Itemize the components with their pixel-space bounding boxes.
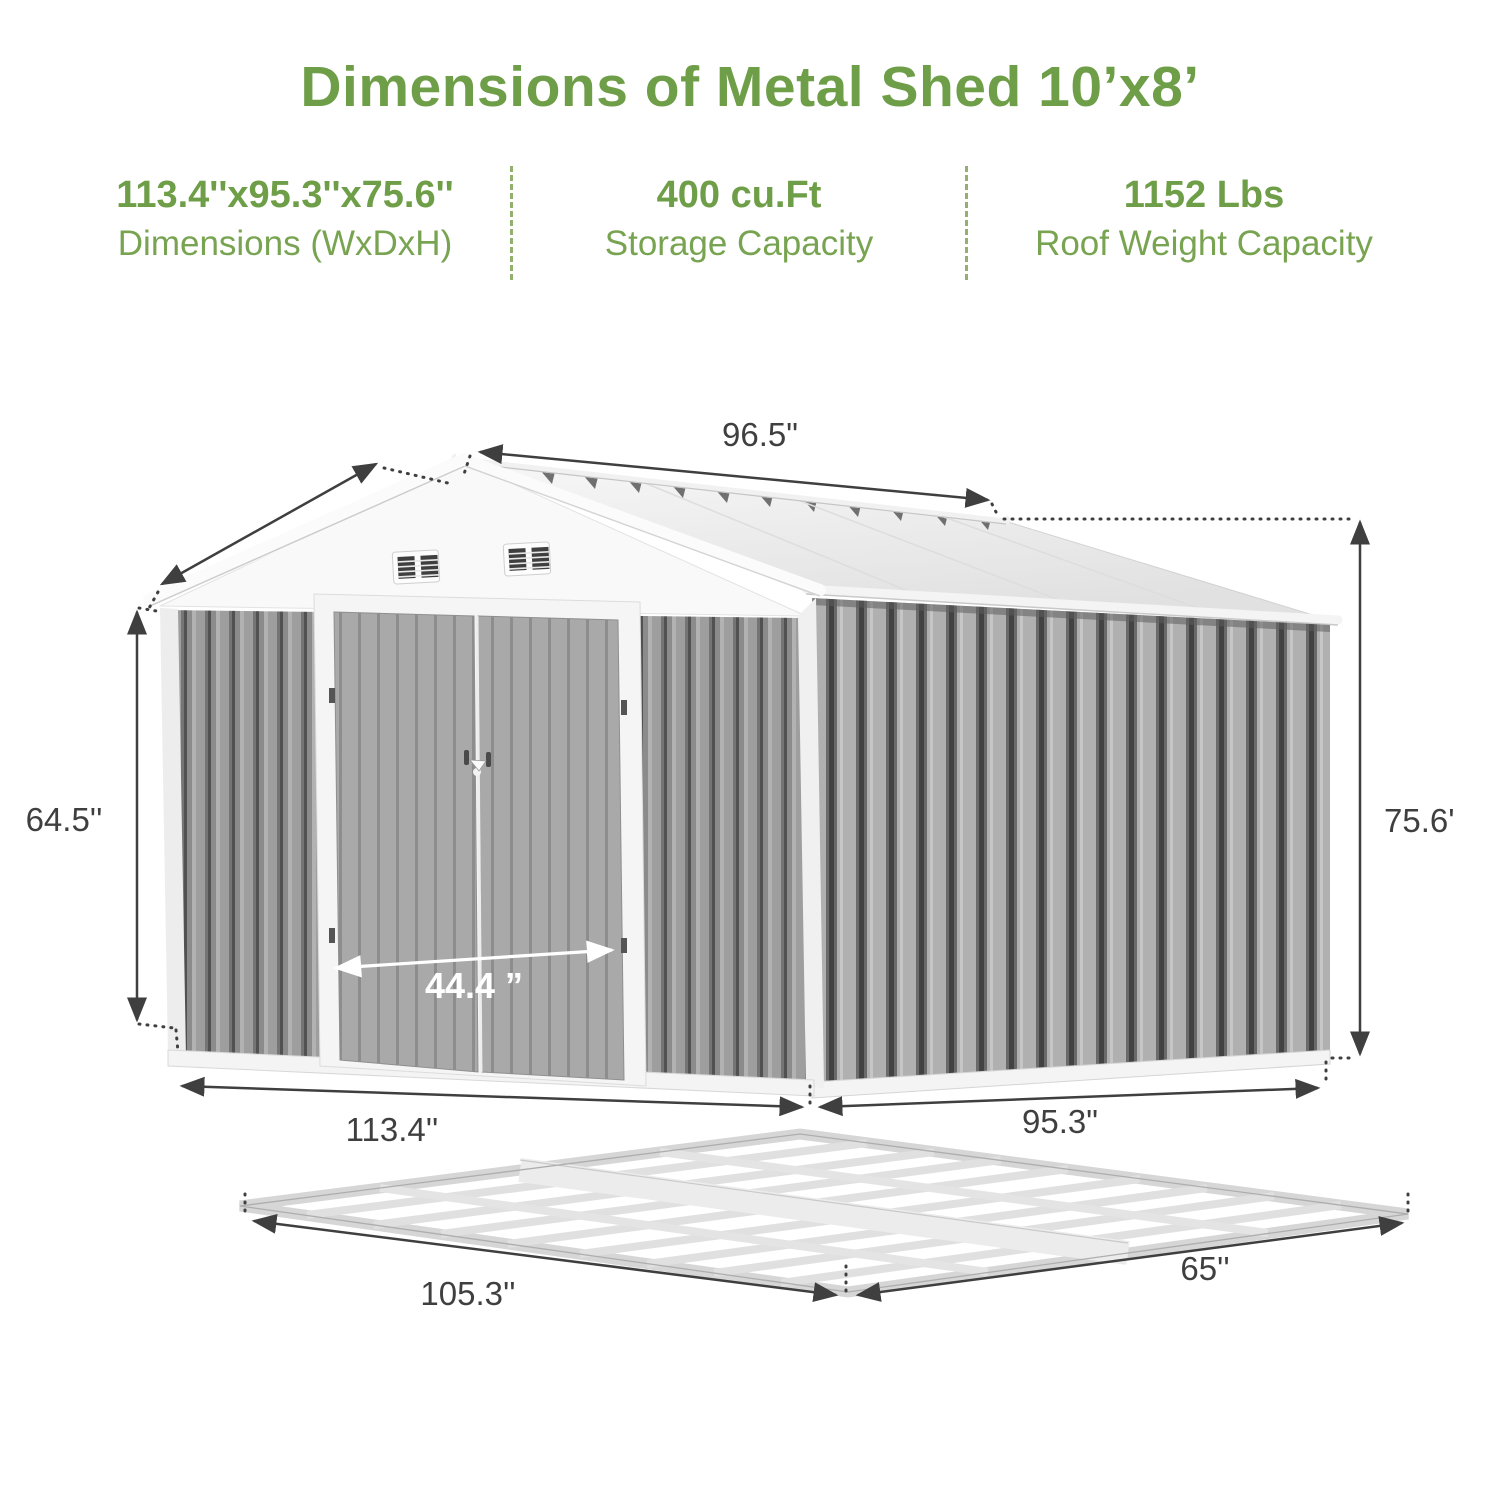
base-frame (240, 1134, 1408, 1292)
spec-value: 113.4''x95.3''x75.6'' (116, 174, 454, 216)
gable-vent-right (503, 542, 551, 576)
front-wall (160, 594, 824, 1096)
dim-label-left-wall-height: 64.5'' (25, 801, 103, 838)
spec-value: 400 cu.Ft (656, 174, 822, 216)
page-title: Dimensions of Metal Shed 10’x8’ (300, 55, 1200, 119)
dim-label-front-width: 113.4'' (345, 1111, 439, 1148)
gable-vent-left (392, 550, 440, 584)
dim-front-width (182, 1086, 810, 1148)
dim-label-side-depth: 95.3" (1022, 1103, 1098, 1140)
dim-left-wall-height (26, 608, 178, 1052)
spec-label: Dimensions (WxDxH) (117, 224, 453, 263)
side-wall (812, 598, 1330, 1098)
spec-label: Storage Capacity (604, 224, 874, 263)
dim-label-base-length: 105.3'' (420, 1275, 516, 1312)
double-door (314, 594, 646, 1086)
spec-value: 1152 Lbs (1123, 174, 1285, 216)
dim-label-ridge-length: 96.5" (722, 416, 798, 453)
dim-label-base-width: 65'' (1180, 1250, 1230, 1287)
dim-label-door-width: 44.4 ” (424, 965, 524, 1006)
spec-label: Roof Weight Capacity (1035, 224, 1373, 263)
dim-label-overall-height: 75.6' (1384, 802, 1455, 839)
